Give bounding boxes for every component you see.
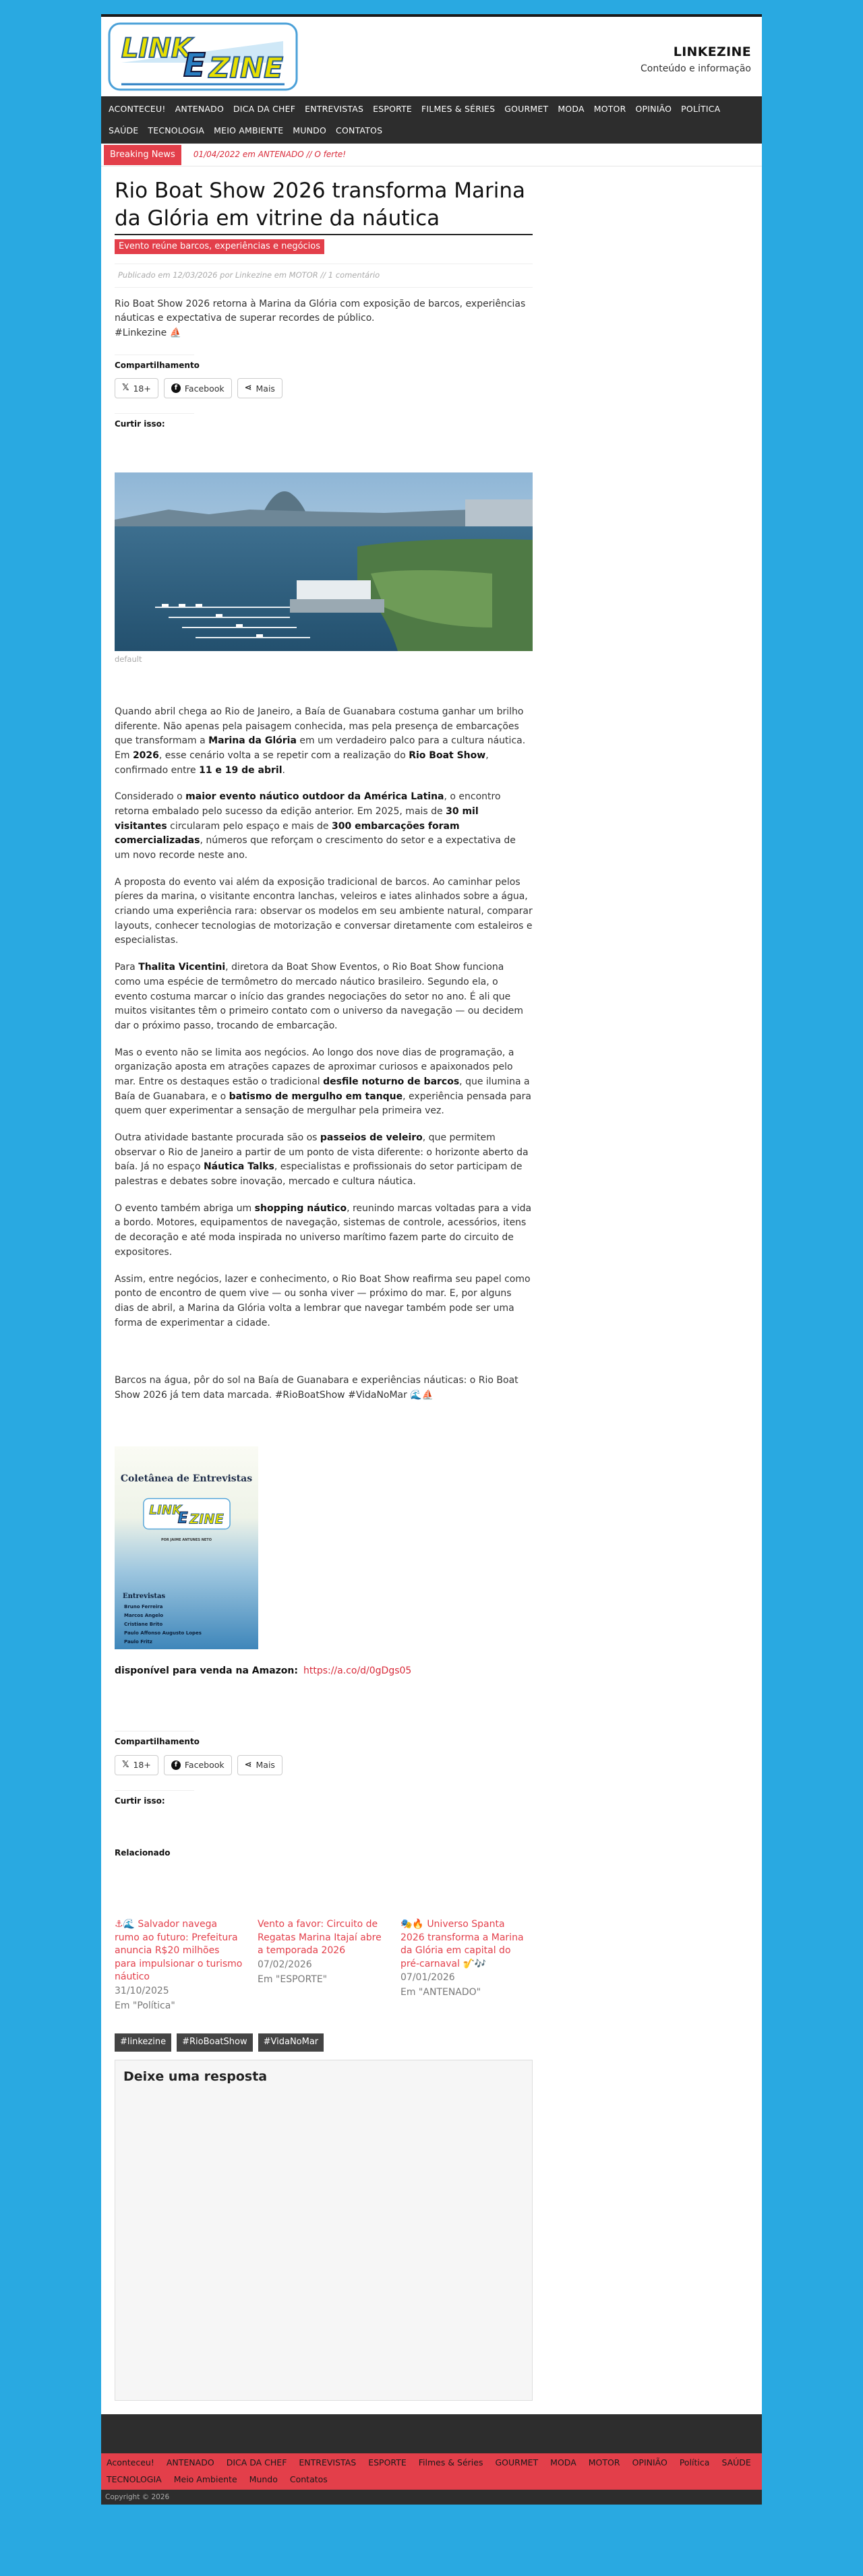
logo-text-e: E bbox=[183, 47, 206, 84]
share-title: Compartilhamento bbox=[115, 355, 194, 372]
post-body-main bbox=[115, 705, 533, 1403]
breaking-news-bar bbox=[101, 144, 762, 166]
site-title-block bbox=[641, 42, 751, 77]
share-more-button[interactable]: ⋖ Mais bbox=[237, 378, 282, 398]
footer-nav-item[interactable]: SAÚDE bbox=[721, 2457, 751, 2467]
marina-photo bbox=[115, 472, 533, 651]
paragraph-3: A proposta do evento vai além da exposição tradicional de barcos. Ao caminhar pelos píeres da marina, o visitante encontra lanchas, veleiros e iates alinhados sobre a água, criando uma experiência rara: observar os modelos em seu ambiente natural, comparar layouts, conhecer tecnologias de motorização e conversar diretamente com estaleiros e especialistas. bbox=[115, 876, 533, 946]
comment-form-title: Deixe uma resposta bbox=[123, 2068, 268, 2084]
footer-nav bbox=[101, 2453, 762, 2490]
related-post-title[interactable]: 🎭🔥 Universo Spanta 2026 transforma a Marina da Glória em capital do pré-carnaval 🎷🎶 bbox=[400, 1919, 524, 1969]
book-author: POR JAIME ANTUNES NETO bbox=[161, 1537, 212, 1542]
amazon-link[interactable]: https://a.co/d/0gDgs05 bbox=[303, 1665, 412, 1676]
related-post-date: 07/01/2026 bbox=[400, 1972, 455, 1984]
share-buttons bbox=[115, 378, 533, 398]
related-post[interactable] bbox=[258, 1918, 386, 2013]
nav-item-esporte[interactable]: ESPORTE bbox=[373, 104, 413, 114]
logo-text-link: LINK bbox=[121, 33, 192, 64]
share-x-button[interactable]: 𝕏 18+ bbox=[115, 378, 158, 398]
copyright: Copyright © 2026 bbox=[101, 2490, 762, 2505]
nav-item-meio-ambiente[interactable]: MEIO AMBIENTE bbox=[214, 125, 284, 135]
share-buttons-bottom bbox=[115, 1755, 533, 1775]
related-post-date: 07/02/2026 bbox=[258, 1959, 312, 1970]
paragraph-5: Mas o evento não se limita aos negócios. Ao longo dos nove dias de programação, a organização aposta em atrações capazes de aproximar curiosos e apaixonados pelo mar. Entre os destaques estão o tradicional desfile noturno de barcos, que ilumina a Baía de Guanabara, e o batismo de mergulho em tanque, experiência pensada para quem quer experimentar a sensação de mergulhar pela primeira vez. bbox=[115, 1047, 531, 1117]
breaking-news-link[interactable]: 01/04/2022 em ANTENADO // O ferte! bbox=[193, 150, 347, 160]
post-tags bbox=[115, 2033, 533, 2051]
site-name[interactable]: LINKEZINE bbox=[673, 44, 751, 59]
amazon-label: disponível para venda na Amazon: bbox=[115, 1665, 298, 1676]
nav-item-motor[interactable]: MOTOR bbox=[593, 104, 626, 114]
comment-form bbox=[115, 2060, 533, 2401]
share-more-button-bottom[interactable]: ⋖ Mais bbox=[237, 1755, 282, 1775]
related-post-category: Em "Política" bbox=[115, 2000, 175, 2011]
tag-rioboatshow[interactable]: #RioBoatShow bbox=[177, 2033, 253, 2051]
paragraph-8: Assim, entre negócios, lazer e conhecimento, o Rio Boat Show reafirma seu papel como ponto de encontro de quem vive — ou sonha viver — próximo do mar. E, por alguns dias de abril, a Marina da Glória volta a lembrar que navegar também pode ser uma forma de experimentar a cidade. bbox=[115, 1273, 531, 1328]
breaking-news-label: Breaking News bbox=[104, 145, 181, 165]
related-post-title[interactable]: ⚓🌊 Salvador navega rumo ao futuro: Prefeitura anuncia R$20 milhões para impulsionar o turismo náutico bbox=[115, 1919, 243, 1983]
footer-nav-item[interactable]: DICA DA CHEF bbox=[226, 2457, 287, 2467]
site-tagline: Conteúdo e informação bbox=[641, 63, 751, 75]
post-hashtag: #Linkezine ⛵ bbox=[115, 328, 182, 339]
svg-text:E: E bbox=[177, 1509, 188, 1527]
footer-nav-item[interactable]: Contatos bbox=[289, 2474, 328, 2484]
nav-item-mundo[interactable]: MUNDO bbox=[293, 125, 327, 135]
related-posts bbox=[115, 1918, 533, 2013]
x-icon: 𝕏 bbox=[122, 1759, 129, 1770]
like-title-bottom: Curtir isso: bbox=[115, 1790, 194, 1808]
like-title: Curtir isso: bbox=[115, 413, 194, 431]
post-meta[interactable]: Publicado em 12/03/2026 por Linkezine em MOTOR // 1 comentário bbox=[115, 264, 533, 288]
footer-nav-item[interactable]: Mundo bbox=[249, 2474, 278, 2484]
share-facebook-button[interactable]: f Facebook bbox=[164, 378, 232, 398]
nav-item-moda[interactable]: MODA bbox=[558, 104, 585, 114]
book-list-title: Entrevistas bbox=[123, 1592, 166, 1600]
nav-item-dica-da-chef[interactable]: DICA DA CHEF bbox=[233, 104, 296, 114]
related-post[interactable] bbox=[115, 1918, 243, 2013]
footer-nav-item[interactable]: Filmes & Séries bbox=[418, 2457, 483, 2467]
nav-item-saude[interactable]: SAÚDE bbox=[109, 125, 139, 135]
more-icon: ⋖ bbox=[244, 1759, 252, 1770]
share-facebook-button-bottom[interactable]: f Facebook bbox=[164, 1755, 232, 1775]
nav-item-antenado[interactable]: ANTENADO bbox=[175, 104, 224, 114]
footer-nav-item[interactable]: MODA bbox=[550, 2457, 576, 2467]
amazon-line bbox=[115, 1664, 533, 1679]
nav-item-filmes-series[interactable]: FILMES & SÉRIES bbox=[421, 104, 496, 114]
facebook-icon: f bbox=[171, 1760, 181, 1770]
book-cover-image[interactable] bbox=[115, 1446, 258, 1649]
nav-item-tecnologia[interactable]: TECNOLOGIA bbox=[148, 125, 205, 135]
x-icon: 𝕏 bbox=[122, 383, 129, 394]
related-post-title[interactable]: Vento a favor: Circuito de Regatas Marina Itajaí abre a temporada 2026 bbox=[258, 1919, 382, 1957]
share-title-bottom: Compartilhamento bbox=[115, 1731, 194, 1748]
footer-nav-item[interactable]: ENTREVISTAS bbox=[299, 2457, 357, 2467]
related-title: Relacionado bbox=[115, 1847, 171, 1858]
related-post-category: Em "ANTENADO" bbox=[400, 1987, 481, 1998]
hero-caption: default bbox=[115, 654, 142, 665]
svg-text:LINK: LINK bbox=[149, 1503, 182, 1518]
footer-nav-item[interactable]: TECNOLOGIA bbox=[107, 2474, 162, 2484]
share-x-button-bottom[interactable]: 𝕏 18+ bbox=[115, 1755, 158, 1775]
footer-nav-item[interactable]: Meio Ambiente bbox=[173, 2474, 237, 2484]
nav-item-politica[interactable]: POLÍTICA bbox=[681, 104, 721, 114]
paragraph-6: Outra atividade bastante procurada são os passeios de veleiro, que permitem observar o Rio de Janeiro a partir de um ponto de vista diferente: o horizonte aberto da baía. Já no espaço Náutica Talks, especialistas e profissionais do setor participam de palestras e debates sobre inovação, mercado e cultura náutica. bbox=[115, 1132, 529, 1188]
site-header bbox=[101, 17, 762, 96]
book-title: Coletânea de Entrevistas bbox=[120, 1473, 253, 1484]
paragraph-7: O evento também abriga um shopping náutico, reunindo marcas voltadas para a vida a bordo. Motores, equipamentos de navegação, sistemas de controle, acessórios, itens de decoração e até moda inspirada no universo marítimo fazem parte do circuito de expositores. bbox=[115, 1202, 532, 1258]
book-interviewees: Bruno Ferreira Marcos Angelo Cristiane Brito Paulo Affonso Augusto Lopes Paulo Fritz bbox=[124, 1603, 202, 1645]
footer-nav-item[interactable]: ESPORTE bbox=[368, 2457, 407, 2467]
post-body bbox=[115, 297, 533, 341]
book-logo bbox=[143, 1494, 231, 1534]
nav-item-gourmet[interactable]: GOURMET bbox=[504, 104, 549, 114]
paragraph-4: Para Thalita Vicentini, diretora da Boat Show Eventos, o Rio Boat Show funciona como uma espécie de termômetro do mercado náutico brasileiro. Segundo ela, o evento costuma marcar o início das grandes negociações do setor no ano. É ali que muitos visitantes têm o primeiro contato com o universo da navegação — ou decidem dar o próximo passo, trocando de embarcação. bbox=[115, 962, 523, 1031]
post-subtitle: Evento reúne barcos, experiências e negócios bbox=[115, 239, 324, 254]
svg-text:ZINE: ZINE bbox=[189, 1510, 224, 1527]
article-content bbox=[101, 166, 533, 2401]
footer-nav-item[interactable]: Política bbox=[679, 2457, 710, 2467]
nav-item-opiniao[interactable]: OPINIÃO bbox=[635, 104, 672, 114]
site-logo[interactable] bbox=[108, 22, 298, 91]
logo-text-zine: ZINE bbox=[209, 51, 283, 84]
main-nav bbox=[101, 96, 762, 144]
paragraph-1: Quando abril chega ao Rio de Janeiro, a Baía de Guanabara costuma ganhar um brilho diferente. Não apenas pela paisagem conhecida, mas pela presença de embarcações que transformam a Marina da Glória em um verdadeiro palco para a cultura náutica. Em 2026, esse cenário volta a se repetir com a realização do Rio Boat Show, confirmado entre 11 e 19 de abril. bbox=[115, 706, 526, 776]
nav-item-entrevistas[interactable]: ENTREVISTAS bbox=[305, 104, 364, 114]
related-post-date: 31/10/2025 bbox=[115, 1986, 169, 1997]
facebook-icon: f bbox=[171, 384, 181, 393]
hero-image bbox=[115, 472, 533, 651]
footer-nav-item[interactable]: OPINIÃO bbox=[632, 2457, 667, 2467]
nav-item-aconteceu[interactable]: ACONTECEU! bbox=[109, 104, 166, 114]
footer-widgets bbox=[101, 2414, 762, 2453]
post-intro: Rio Boat Show 2026 retorna à Marina da Glória com exposição de barcos, experiências náuticas e expectativa de superar recordes de público. #Linkezine ⛵ bbox=[115, 298, 526, 339]
footer-nav-item[interactable]: Aconteceu! bbox=[107, 2457, 154, 2467]
nav-item-contatos[interactable]: CONTATOS bbox=[336, 125, 383, 135]
footer-nav-item[interactable]: ANTENADO bbox=[166, 2457, 214, 2467]
page-container bbox=[101, 14, 762, 2505]
related-post[interactable] bbox=[400, 1918, 529, 2013]
footer-nav-item[interactable]: MOTOR bbox=[588, 2457, 620, 2467]
related-post-category: Em "ESPORTE" bbox=[258, 1973, 328, 1985]
paragraph-2: Considerado o maior evento náutico outdoor da América Latina, o encontro retorna embalado pelo sucesso da edição anterior. Em 2025, mais de 30 mil visitantes circularam pelo espaço e mais de 300 embarcações foram comercializadas, números que reforçam o crescimento do setor e a expectativa de um novo recorde neste ano. bbox=[115, 791, 516, 861]
paragraph-9: Barcos na água, pôr do sol na Baía de Guanabara e experiências náuticas: o Rio Boat Show 2026 já tem data marcada. #RioBoatShow #VidaNoMar 🌊⛵ bbox=[115, 1375, 518, 1401]
tag-linkezine[interactable]: #linkezine bbox=[115, 2033, 171, 2051]
tag-vidanomar[interactable]: #VidaNoMar bbox=[258, 2033, 324, 2051]
footer-nav-item[interactable]: GOURMET bbox=[495, 2457, 539, 2467]
more-icon: ⋖ bbox=[244, 383, 252, 394]
post-title: Rio Boat Show 2026 transforma Marina da Glória em vitrine da náutica bbox=[115, 177, 533, 235]
